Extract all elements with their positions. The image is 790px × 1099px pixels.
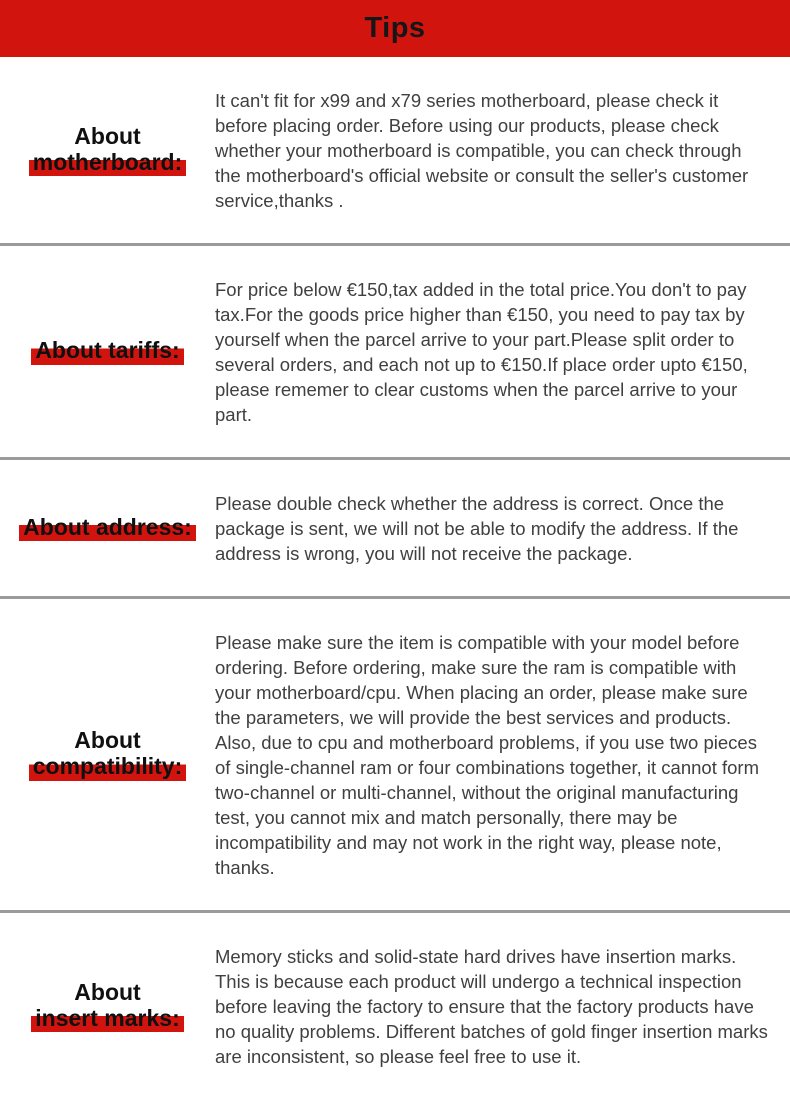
tip-label-highlight: insert marks:: [31, 1006, 183, 1033]
tip-section-insert-marks: [0, 913, 790, 1099]
tips-title: Tips: [364, 12, 426, 44]
tip-body-tariffs: For price below €150,tax added in the total price.You don't to pay tax.For the goods price higher than €150, you need to pay tax by yourself when the parcel arrive to your part.Please split order to several orders, and each not up to €150.If place order upto €150, please rememer to clear customs when the parcel arrive to your part.: [215, 278, 748, 425]
tip-section-tariffs: [0, 246, 790, 457]
tip-label-motherboard: [0, 124, 215, 177]
tips-header: [0, 0, 790, 57]
tip-section-address: [0, 460, 790, 596]
tip-label-highlight: About tariffs:: [31, 338, 183, 365]
tip-label-tariffs: [0, 338, 215, 365]
tip-label-top: About: [74, 122, 141, 149]
tip-label-highlight: About address:: [19, 515, 196, 542]
tip-label-top: About: [74, 727, 141, 754]
tip-label-address: [0, 515, 215, 542]
tip-label-highlight: compatibility:: [29, 754, 187, 781]
tip-body-address: Please double check whether the address is correct. Once the package is sent, we will not be able to modify the address. If the address is wrong, you will not receive the package.: [215, 492, 739, 564]
tip-section-compatibility: [0, 599, 790, 910]
tip-label-top: About: [74, 978, 141, 1005]
tip-section-motherboard: [0, 57, 790, 243]
tip-label-compatibility: [0, 728, 215, 781]
tip-body-motherboard: It can't fit for x99 and x79 series motherboard, please check it before placing order. Before using our products, please check whether your motherboard is compatible, you can check through the motherboard's official website or consult the seller's customer service,thanks .: [215, 89, 749, 211]
tip-body-compatibility: Please make sure the item is compatible with your model before ordering. Before ordering, make sure the ram is compatible with your motherboard/cpu. When placing an order, please make sure the parameters, we will provide the best services and products. Also, due to cpu and motherboard problems, if you use two pieces of single-channel ram or four combinations together, it cannot form two-channel or multi-channel, without the original manufacturing test, you cannot mix and match personally, there may be incompatibility and may not work in the right way, please note, thanks.: [215, 631, 759, 878]
tip-body-insert-marks: Memory sticks and solid-state hard drives have insertion marks. This is because each product will undergo a technical inspection before leaving the factory to ensure that the factory products have no quality problems. Different batches of gold finger insertion marks are inconsistent, so please feel free to use it.: [215, 945, 768, 1067]
tip-label-insert-marks: [0, 980, 215, 1033]
tip-label-highlight: motherboard:: [29, 150, 187, 177]
